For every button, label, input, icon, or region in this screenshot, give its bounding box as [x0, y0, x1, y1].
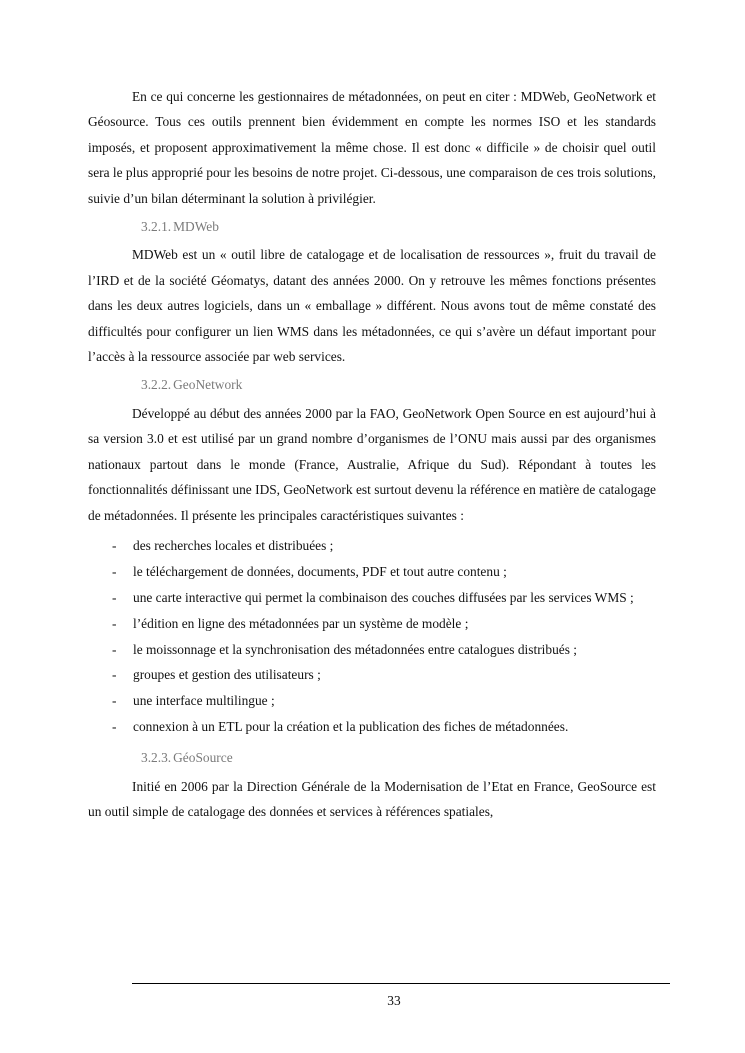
bullet-marker: - [112, 693, 117, 709]
bullet-marker: - [112, 615, 117, 631]
list-item [88, 662, 656, 688]
list-item [88, 533, 656, 559]
section-heading-mdweb [88, 214, 656, 239]
list-item-text: groupes et gestion des utilisateurs ; [133, 667, 321, 683]
list-item [88, 559, 656, 585]
bullet-marker: - [112, 537, 117, 553]
section-heading-geosource [88, 745, 656, 770]
section-title: GéoSource [173, 750, 233, 766]
mdweb-paragraph: MDWeb est un « outil libre de catalogage et de localisation de ressources », fruit du travail de l’IRD et de la société Géomatys, datant des années 2000. On y retrouve les mêmes fonctions présentes dans les deux autres logiciels, dans un « emballage » différent. Nous avons tout de même constaté des difficultés pour configurer un lien WMS dans les métadonnées, ce qui s’avère un défaut important pour l’accès à la ressource associée par web services. [88, 247, 656, 365]
list-item [88, 585, 656, 611]
section-heading-geonetwork [88, 372, 656, 397]
section-title: MDWeb [173, 219, 219, 235]
footer-divider [132, 983, 670, 984]
list-item [88, 611, 656, 637]
list-item-text: le téléchargement de données, documents, PDF et tout autre contenu ; [133, 563, 507, 579]
list-item-text: une carte interactive qui permet la combinaison des couches diffusées par les services WMS ; [133, 589, 634, 605]
bullet-marker: - [112, 641, 117, 657]
bullet-marker: - [112, 719, 117, 735]
bullet-marker: - [112, 589, 117, 605]
list-item-text: l’édition en ligne des métadonnées par un système de modèle ; [133, 615, 469, 631]
list-item [88, 688, 656, 714]
section-number: 3.2.2. [141, 377, 172, 393]
list-item [88, 637, 656, 663]
list-item [88, 714, 656, 740]
geonetwork-features-list [88, 533, 656, 740]
list-item-text: connexion à un ETL pour la création et la publication des fiches de métadonnées. [133, 719, 569, 735]
geonetwork-paragraph: Développé au début des années 2000 par la FAO, GeoNetwork Open Source en est aujourd’hui à sa version 3.0 et est utilisé par un grand nombre d’organismes de l’ONU mais aussi par des organismes nationaux partout dans le monde (France, Australie, Afrique du Sud). Répondant à toutes les fonctionnalités définissant une IDS, GeoNetwork est surtout devenu la référence en matière de catalogage de métadonnées. Il présente les principales caractéristiques suivantes : [88, 405, 656, 523]
intro-paragraph: En ce qui concerne les gestionnaires de métadonnées, on peut en citer : MDWeb, GeoNetwork et Géosource. Tous ces outils prennent bien évidemment en compte les normes ISO et les standards imposés, et proposent approximativement la même chose. Il est donc « difficile » de choisir quel outil sera le plus approprié pour les besoins de notre projet. Ci-dessous, une comparaison de ces trois solutions, suivie d’un bilan déterminant la solution à privilégier. [88, 89, 656, 206]
bullet-marker: - [112, 667, 117, 683]
list-item-text: des recherches locales et distribuées ; [133, 537, 334, 553]
page-body [88, 84, 656, 824]
list-item-text: une interface multilingue ; [133, 693, 275, 709]
page-number: 33 [387, 993, 401, 1008]
section-title: GeoNetwork [173, 377, 243, 393]
geosource-paragraph: Initié en 2006 par la Direction Générale de la Modernisation de l’Etat en France, GeoSource est un outil simple de catalogage des données et services à références spatiales, [88, 778, 656, 819]
list-item-text: le moissonnage et la synchronisation des métadonnées entre catalogues distribués ; [133, 641, 578, 657]
bullet-marker: - [112, 563, 117, 579]
section-number: 3.2.1. [141, 219, 172, 235]
section-number: 3.2.3. [141, 750, 172, 766]
